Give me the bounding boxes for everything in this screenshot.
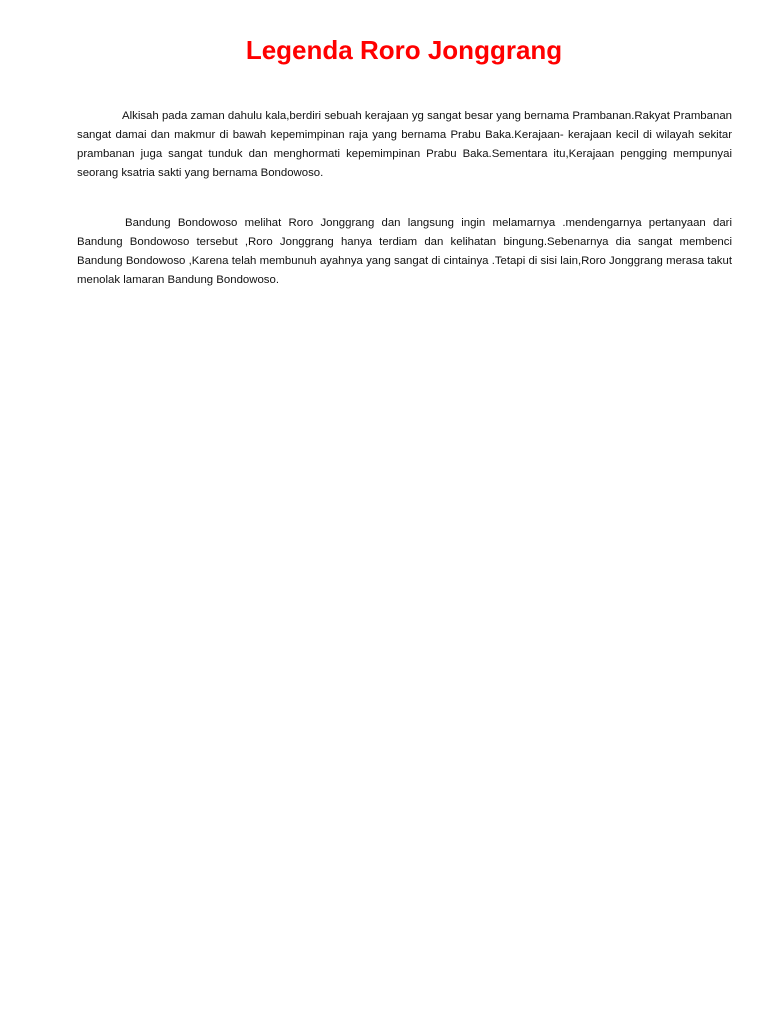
paragraph-1: Alkisah pada zaman dahulu kala,berdiri sebuah kerajaan yg sangat besar yang bernama Prambanan.Rakyat Prambanan sangat damai dan makmur di bawah kepemimpinan raja yang bernama Prabu Baka.Kerajaan- kerajaan kecil di wilayah sekitar prambanan juga sangat tunduk dan menghormati kepemimpinan Prabu Baka.Sementara itu,Kerajaan pengging mempunyai seorang ksatria sakti yang bernama Bondowoso. (77, 110, 732, 179)
paragraph-2: Bandung Bondowoso melihat Roro Jonggrang dan langsung ingin melamarnya .mendengarnya pertanyaan dari Bandung Bondowoso tersebut ,Roro Jonggrang hanya terdiam dan kelihatan bingung.Sebenarnya dia sangat membenci Bandung Bondowoso ,Karena telah membunuh ayahnya yang sangat di cintainya .Tetapi di sisi lain,Roro Jonggrang merasa takut menolak lamaran Bandung Bondowoso. (77, 217, 732, 286)
document-title: Legenda Roro Jonggrang (245, 35, 563, 65)
